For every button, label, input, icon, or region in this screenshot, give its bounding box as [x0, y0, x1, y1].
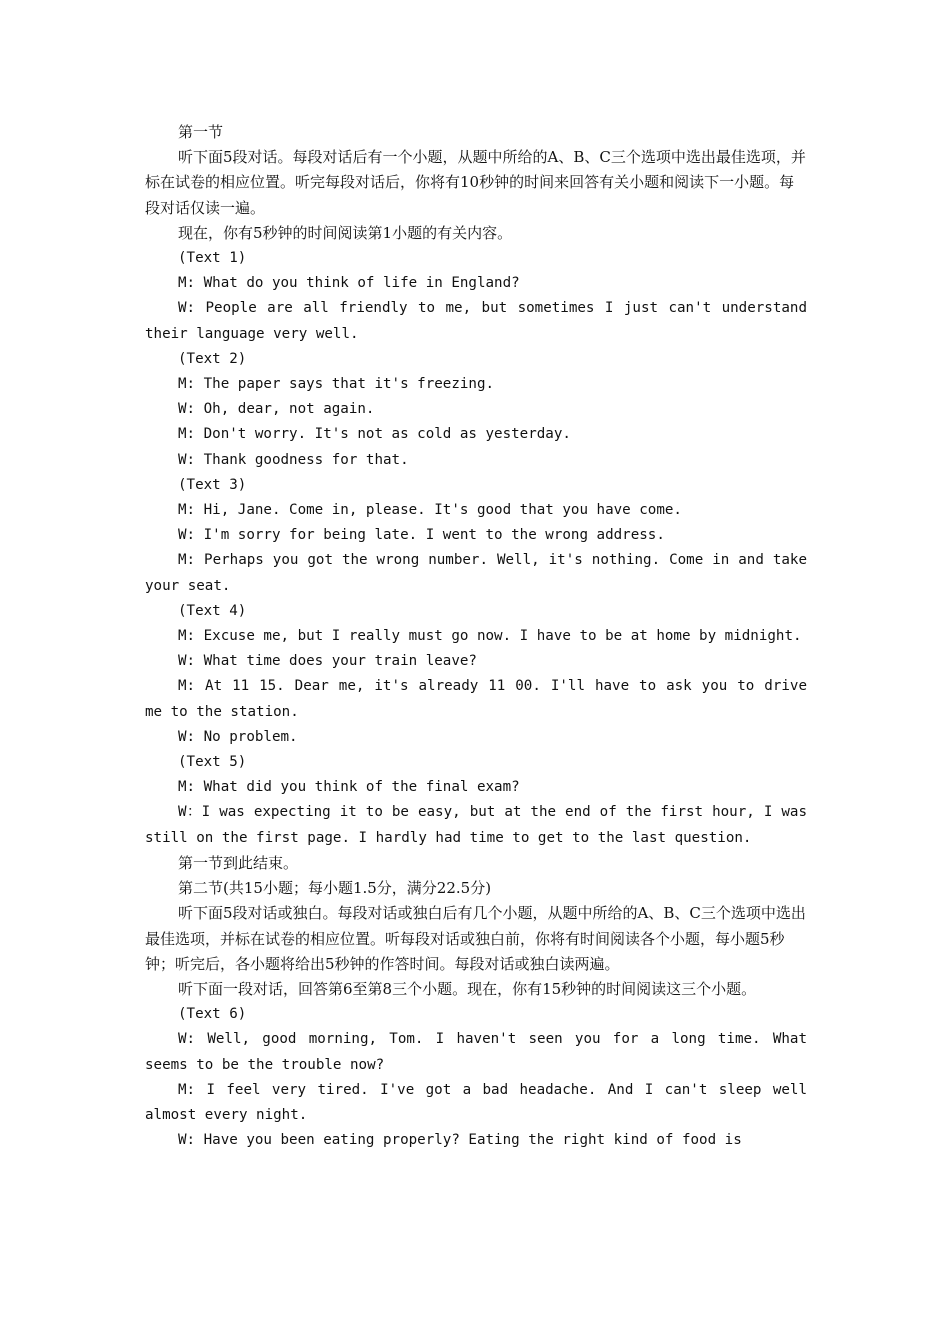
dialogue-line: M: Hi, Jane. Come in, please. It's good that you have come.: [178, 502, 682, 519]
text-label: (Text 1): [178, 250, 247, 267]
section-end-note: 第一节到此结束。: [178, 853, 299, 872]
instruction-paragraph: 听下面5段对话或独白。每段对话或独白后有几个小题，从题中所给的A、B、C三个选项中选出最佳选项，并标在试卷的相应位置。听每段对话或独白前，你将有时间阅读各个小题，每小题5秒钟；听完后，各小题将给出5秒钟的作答时间。每段对话或独白读两遍。: [145, 904, 806, 973]
dialogue-line: M: The paper says that it's freezing.: [178, 376, 495, 393]
dialogue-line: W: I'm sorry for being late. I went to the wrong address.: [178, 527, 665, 544]
dialogue-line: W: Thank goodness for that.: [178, 451, 409, 468]
dialogue-line: W：I was expecting it to be easy, but at the end of the first hour, I was still on the first page. I hardly had time to get to the last question.: [145, 804, 807, 846]
dialogue-line: M: What do you think of life in England?: [178, 275, 520, 292]
section-heading: 第二节(共15小题；每小题1.5分，满分22.5分): [178, 879, 492, 898]
instruction-paragraph: 现在，你有5秒钟的时间阅读第1小题的有关内容。: [178, 223, 513, 242]
text-label: (Text 3): [178, 476, 247, 493]
text-label: (Text 4): [178, 602, 247, 619]
text-label: (Text 5): [178, 754, 247, 771]
dialogue-line: W: Have you been eating properly? Eating the right kind of food is: [178, 1132, 742, 1149]
instruction-paragraph: 听下面5段对话。每段对话后有一个小题，从题中所给的A、B、C三个选项中选出最佳选项，并标在试卷的相应位置。听完每段对话后，你将有10秒钟的时间来回答有关小题和阅读下一小题。每段对话仅读一遍。: [145, 148, 806, 217]
dialogue-line: W: Oh, dear, not again.: [178, 401, 375, 418]
dialogue-line: M: I feel very tired. I've got a bad headache. And I can't sleep well almost every night.: [145, 1081, 807, 1123]
text-label: (Text 6): [178, 1006, 247, 1023]
text-label: (Text 2): [178, 350, 247, 367]
dialogue-line: M: What did you think of the final exam?: [178, 779, 520, 796]
dialogue-line: W: People are all friendly to me, but sometimes I just can't understand their language very well.: [145, 300, 807, 342]
dialogue-line: M: Excuse me, but I really must go now. I have to be at home by midnight.: [178, 628, 802, 645]
dialogue-line: W: What time does your train leave?: [178, 653, 477, 670]
dialogue-line: M: Don't worry. It's not as cold as yesterday.: [178, 426, 571, 443]
document-body: [145, 120, 807, 1153]
dialogue-line: W: No problem.: [178, 728, 298, 745]
dialogue-line: M: At 11 15. Dear me, it's already 11 00. I'll have to ask you to drive me to the station.: [145, 678, 807, 720]
section-heading: 第一节: [178, 123, 224, 141]
dialogue-line: M: Perhaps you got the wrong number. Well, it's nothing. Come in and take your seat.: [145, 552, 807, 594]
dialogue-line: W: Well, good morning, Tom. I haven't seen you for a long time. What seems to be the trouble now?: [145, 1031, 807, 1073]
instruction-paragraph: 听下面一段对话，回答第6至第8三个小题。现在，你有15秒钟的时间阅读这三个小题。: [178, 979, 757, 998]
